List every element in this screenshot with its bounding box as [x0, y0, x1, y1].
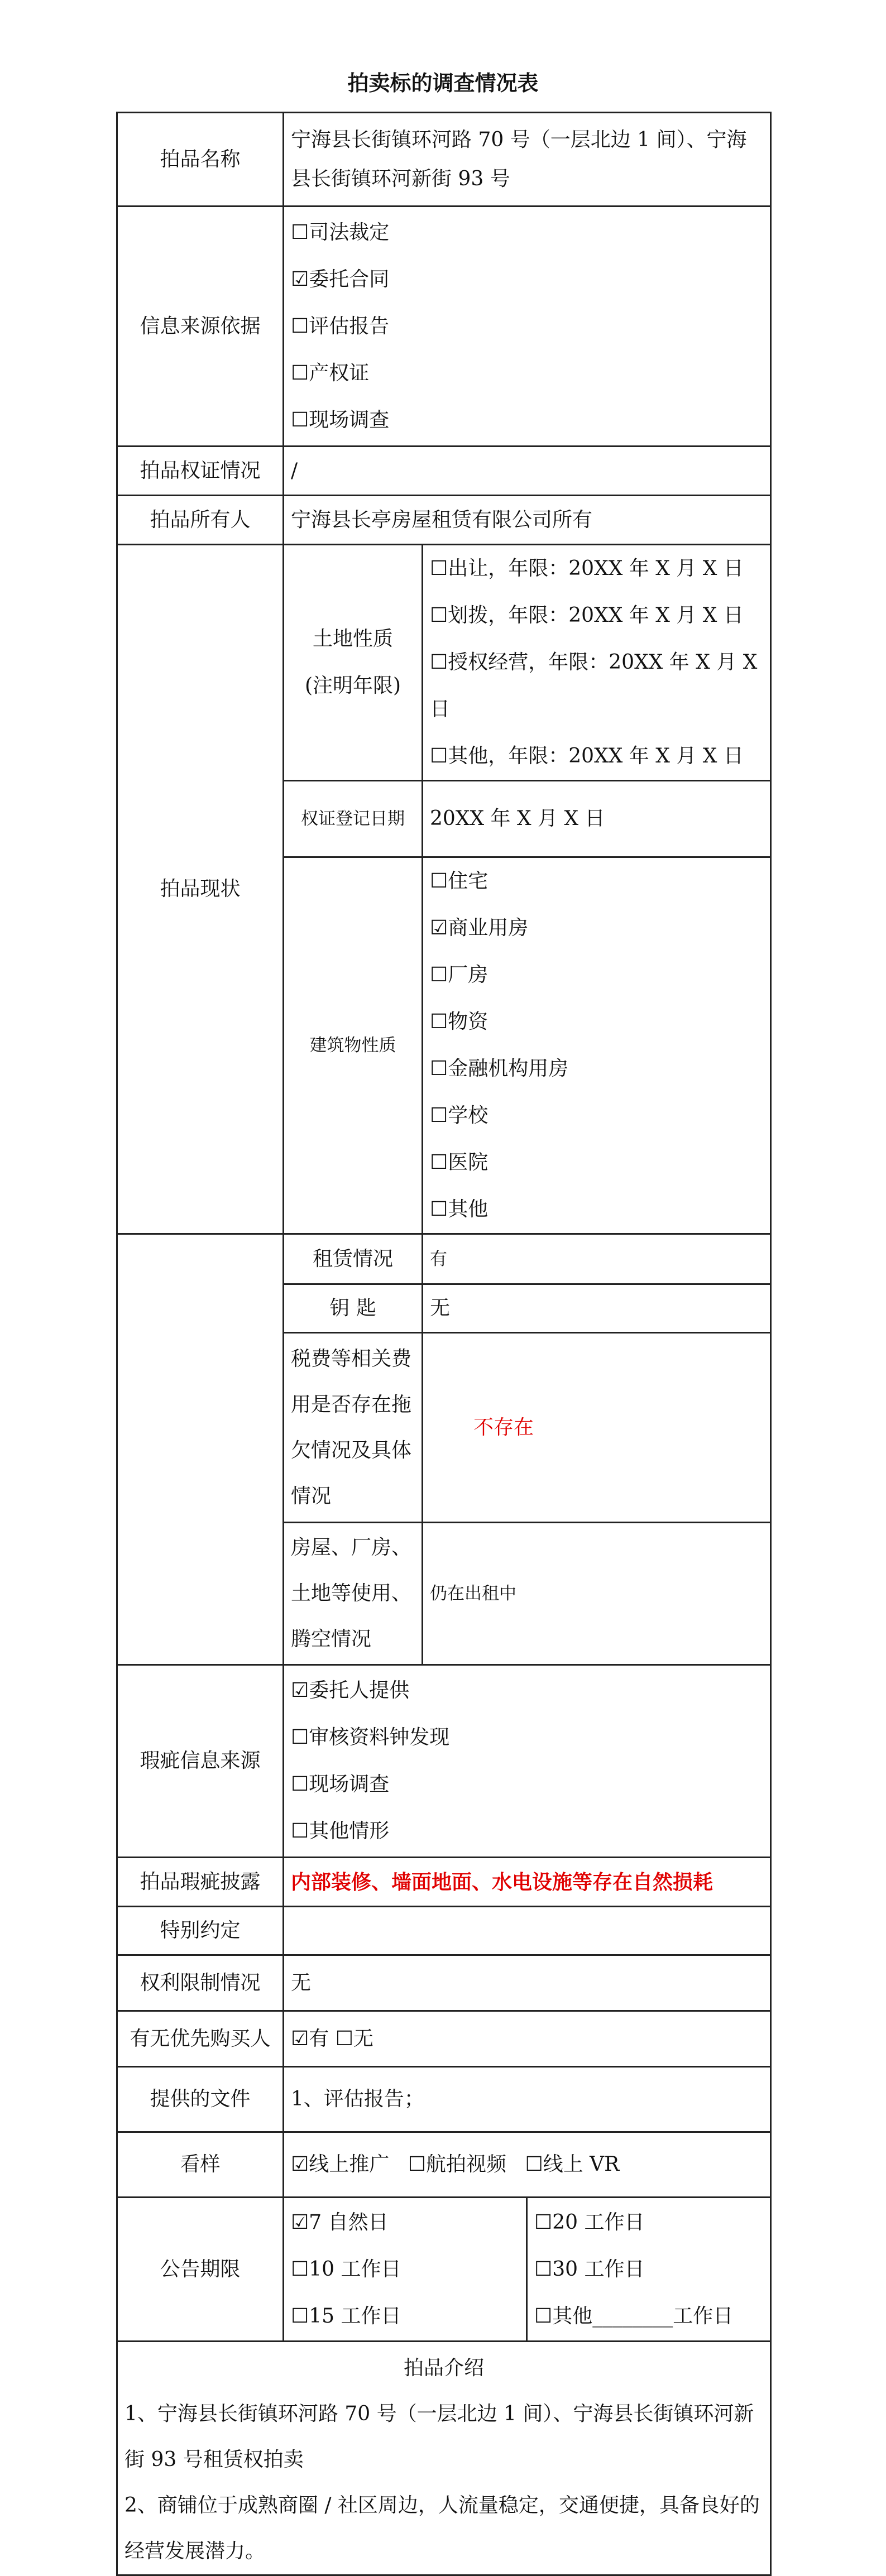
row-info-source: [117, 207, 771, 447]
restriction-label: 权利限制情况: [117, 1955, 284, 2011]
checkbox-option[interactable]: ☐医院: [430, 1151, 489, 1174]
intro-paragraph-1: 1、宁海县长街镇环河路 70 号（一层北边 1 间）、宁海县长街镇环河新街 93 号租赁权拍卖: [124, 2402, 754, 2471]
checkbox-option[interactable]: ☐出让，年限：20XX 年 X 月 X 日: [430, 557, 744, 580]
documents-label: 提供的文件: [117, 2067, 284, 2132]
key-value: 无: [423, 1284, 771, 1333]
checkbox-option[interactable]: ☐20 工作日: [534, 2210, 645, 2234]
reg-date-value: 20XX 年 X 月 X 日: [423, 781, 771, 857]
checkbox-option[interactable]: ☐其他，年限：20XX 年 X 月 X 日: [430, 745, 744, 767]
checkbox-option[interactable]: ☐现场调查: [291, 408, 390, 431]
checkbox-option[interactable]: ☑商业用房: [430, 917, 529, 939]
special-value: [284, 1907, 771, 1955]
checkbox-option[interactable]: ☐15 工作日: [291, 2304, 401, 2328]
info-source-label: 信息来源依据: [117, 207, 284, 447]
checkbox-option[interactable]: ☐现场调查: [291, 1773, 390, 1796]
status-label: 拍品现状: [117, 545, 284, 1234]
checkbox-option[interactable]: ☐其他________工作日: [534, 2304, 734, 2328]
checkbox-option[interactable]: ☐30 工作日: [534, 2257, 645, 2281]
documents-value: 1、评估报告；: [284, 2067, 771, 2132]
notice-period-left: [284, 2198, 527, 2342]
checkbox-option[interactable]: ☐学校: [430, 1104, 489, 1127]
checkbox-option[interactable]: ☐产权证: [291, 361, 370, 385]
row-restriction: [117, 1955, 771, 2011]
row-special: [117, 1907, 771, 1955]
right-status-value: /: [284, 447, 771, 496]
intro-heading: 拍品介绍: [403, 2357, 484, 2380]
row-notice-period: [117, 2198, 771, 2342]
tax-value: 不存在: [423, 1333, 771, 1523]
checkbox-option[interactable]: ☐住宅: [430, 870, 489, 893]
key-label: 钥 匙: [284, 1284, 423, 1333]
document-title: 拍卖标的调查情况表: [347, 70, 539, 95]
defect-source-label: 瑕疵信息来源: [117, 1665, 284, 1858]
building-nature-label: 建筑物性质: [284, 857, 423, 1234]
right-status-label: 拍品权证情况: [117, 447, 284, 496]
row-defect-disclosure: [117, 1858, 771, 1907]
checkbox-option[interactable]: ☐厂房: [430, 963, 489, 986]
checkbox-option[interactable]: ☑7 自然日: [291, 2210, 389, 2234]
defect-disclosure-label: 拍品瑕疵披露: [117, 1858, 284, 1907]
checkbox-option[interactable]: ☑线上推广: [291, 2153, 390, 2176]
checkbox-option[interactable]: ☐划拨，年限：20XX 年 X 月 X 日: [430, 604, 744, 627]
checkbox-option[interactable]: ☐其他情形: [291, 1820, 390, 1843]
checkbox-option[interactable]: ☐物资: [430, 1010, 489, 1033]
defect-disclosure-value: 内部装修、墙面地面、水电设施等存在自然损耗: [284, 1858, 771, 1907]
checkbox-option[interactable]: ☐航拍视频: [408, 2153, 507, 2176]
checkbox-option[interactable]: ☐其他: [430, 1198, 489, 1221]
reg-date-label: 权证登记日期: [284, 781, 423, 857]
intro-cell: [117, 2342, 771, 2575]
checkbox-option[interactable]: ☐评估报告: [291, 314, 390, 338]
survey-table: [116, 112, 772, 2576]
item-name-label: 拍品名称: [117, 113, 284, 207]
priority-buyer-value[interactable]: ☑有 ☐无: [284, 2011, 771, 2067]
checkbox-option[interactable]: ☐授权经营，年限：20XX 年 X 月 X 日: [430, 651, 758, 721]
row-land-nature: [117, 545, 771, 781]
row-owner: [117, 496, 771, 545]
row-documents: [117, 2067, 771, 2132]
item-name-value: 宁海县长街镇环河路 70 号（一层北边 1 间）、宁海县长街镇环河新街 93 号: [284, 113, 771, 207]
row-viewing: [117, 2132, 771, 2198]
tax-label: 税费等相关费用是否存在拖欠情况及具体情况: [284, 1333, 423, 1523]
use-value: 仍在出租中: [423, 1523, 771, 1665]
row-right-status: [117, 447, 771, 496]
building-nature-options: [423, 857, 771, 1234]
land-nature-options: [423, 545, 771, 781]
checkbox-option[interactable]: ☐司法裁定: [291, 220, 390, 244]
defect-source-options: [284, 1665, 771, 1858]
intro-paragraph-2: 2、商铺位于成熟商圈 / 社区周边，人流量稳定，交通便捷，具备良好的经营发展潜力。: [124, 2494, 760, 2563]
info-source-options: [284, 207, 771, 447]
special-label: 特别约定: [117, 1907, 284, 1955]
row-lease: [117, 1234, 771, 1284]
lease-label: 租赁情况: [284, 1234, 423, 1284]
lease-value: 有: [423, 1234, 771, 1284]
row-intro: [117, 2342, 771, 2575]
row-item-name: [117, 113, 771, 207]
checkbox-option[interactable]: ☐10 工作日: [291, 2257, 401, 2281]
notice-period-label: 公告期限: [117, 2198, 284, 2342]
notice-period-right: [527, 2198, 771, 2342]
checkbox-option[interactable]: ☐金融机构用房: [430, 1057, 569, 1080]
owner-value: 宁海县长亭房屋租赁有限公司所有: [284, 496, 771, 545]
checkbox-option[interactable]: ☐线上 VR: [525, 2153, 620, 2176]
restriction-value: 无: [284, 1955, 771, 2011]
checkbox-option[interactable]: ☑委托人提供: [291, 1679, 410, 1702]
checkbox-option[interactable]: ☐审核资料钟发现: [291, 1726, 450, 1749]
checkbox-option[interactable]: ☑委托合同: [291, 267, 390, 291]
land-nature-label: 土地性质 (注明年限): [284, 545, 423, 781]
viewing-label: 看样: [117, 2132, 284, 2198]
row-defect-source: [117, 1665, 771, 1858]
row-priority-buyer: [117, 2011, 771, 2067]
other-blank-cell: [117, 1234, 284, 1665]
owner-label: 拍品所有人: [117, 496, 284, 545]
use-label: 房屋、厂房、土地等使用、腾空情况: [284, 1523, 423, 1665]
viewing-options: [284, 2132, 771, 2198]
priority-buyer-label: 有无优先购买人: [117, 2011, 284, 2067]
